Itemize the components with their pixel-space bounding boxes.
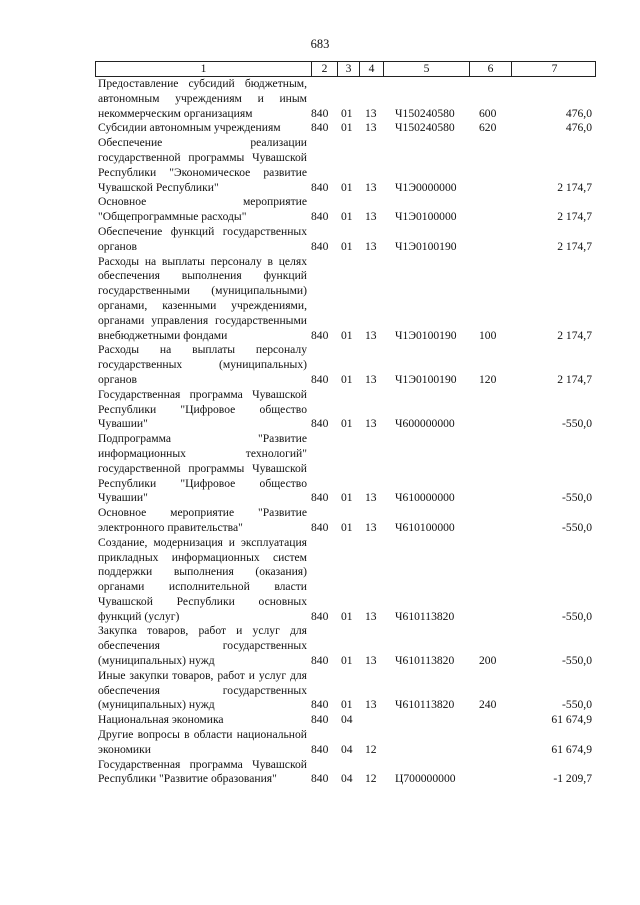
cell-amount: -550,0 bbox=[562, 698, 592, 712]
cell-ministry: 840 bbox=[311, 372, 329, 386]
cell-ministry: 840 bbox=[311, 106, 329, 120]
cell-subsection: 12 bbox=[365, 772, 377, 786]
row-description: Основное мероприятие "Развитие электронного правительства" bbox=[98, 506, 307, 534]
cell-amount: 2 174,7 bbox=[557, 239, 592, 253]
cell-ministry: 840 bbox=[311, 491, 329, 505]
row-description: Расходы на выплаты персоналу в целях обеспечения выполнения функций государственными (муниципальными) органами, казенными учреждениями, органами управления государственными внебюджетными фондами bbox=[98, 254, 307, 342]
cell-section: 01 bbox=[341, 239, 353, 253]
cell-ministry: 840 bbox=[311, 772, 329, 786]
cell-ministry: 840 bbox=[311, 713, 329, 727]
table-row bbox=[95, 758, 596, 788]
cell-subsection: 13 bbox=[365, 121, 377, 135]
cell-target-code: Ч600000000 bbox=[395, 417, 455, 431]
row-description: Государственная программа Чувашской Республики "Развитие образования" bbox=[98, 757, 307, 786]
cell-section: 01 bbox=[341, 106, 353, 120]
table-row bbox=[95, 388, 596, 432]
cell-target-code: Ч610113820 bbox=[395, 698, 455, 712]
cell-subsection: 13 bbox=[365, 654, 377, 668]
cell-amount: -1 209,7 bbox=[553, 772, 592, 786]
cell-target-code: Ч150240580 bbox=[395, 106, 455, 120]
cell-ministry: 840 bbox=[311, 520, 329, 534]
cell-subsection: 13 bbox=[365, 491, 377, 505]
table-row bbox=[95, 255, 596, 344]
row-description: Подпрограмма "Развитие информационных технологий" государственной программы Чувашской Республики "Цифровое общество Чувашии" bbox=[98, 432, 307, 505]
cell-ministry: 840 bbox=[311, 654, 329, 668]
table-row bbox=[95, 432, 596, 506]
cell-section: 01 bbox=[341, 698, 353, 712]
cell-expense-type: 120 bbox=[479, 372, 497, 386]
cell-section: 01 bbox=[341, 180, 353, 194]
page-number: 683 bbox=[310, 37, 330, 51]
table-row bbox=[95, 225, 596, 255]
cell-ministry: 840 bbox=[311, 210, 329, 224]
cell-amount: -550,0 bbox=[562, 491, 592, 505]
cell-section: 01 bbox=[341, 491, 353, 505]
header-col-section: 3 bbox=[338, 62, 360, 76]
table-row bbox=[95, 536, 596, 625]
cell-ministry: 840 bbox=[311, 417, 329, 431]
cell-subsection: 13 bbox=[365, 328, 377, 342]
cell-section: 01 bbox=[341, 328, 353, 342]
cell-section: 01 bbox=[341, 520, 353, 534]
cell-amount: 476,0 bbox=[565, 121, 592, 135]
row-description: Государственная программа Чувашской Республики "Цифровое общество Чувашии" bbox=[98, 387, 307, 431]
table-row bbox=[95, 195, 596, 225]
cell-ministry: 840 bbox=[311, 328, 329, 342]
cell-section: 01 bbox=[341, 417, 353, 431]
cell-section: 01 bbox=[341, 654, 353, 668]
table-row bbox=[95, 77, 596, 121]
row-description: Иные закупки товаров, работ и услуг для обеспечения государственных (муниципальных) нужд bbox=[98, 668, 307, 712]
table-row bbox=[95, 506, 596, 536]
cell-section: 01 bbox=[341, 609, 353, 623]
cell-ministry: 840 bbox=[311, 698, 329, 712]
row-description: Обеспечение функций государственных органов bbox=[98, 224, 307, 253]
cell-ministry: 840 bbox=[311, 180, 329, 194]
cell-target-code: Ч610000000 bbox=[395, 491, 455, 505]
cell-subsection: 12 bbox=[365, 742, 377, 756]
row-description: Субсидии автономным учреждениям bbox=[98, 121, 281, 135]
cell-subsection: 13 bbox=[365, 180, 377, 194]
header-col-expense-type: 6 bbox=[470, 62, 512, 76]
cell-amount: -550,0 bbox=[562, 520, 592, 534]
cell-section: 04 bbox=[341, 742, 353, 756]
row-description: Основное мероприятие "Общепрограммные расходы" bbox=[98, 195, 307, 224]
budget-table bbox=[95, 61, 596, 787]
table-row bbox=[95, 728, 596, 758]
cell-amount: -550,0 bbox=[562, 609, 592, 623]
cell-amount: 61 674,9 bbox=[551, 742, 592, 756]
table-row bbox=[95, 669, 596, 713]
cell-target-code: Ч610113820 bbox=[395, 609, 455, 623]
row-description: Создание, модернизация и эксплуатация прикладных информационных систем поддержки выполнения (оказания) органами исполнительной власти Чувашской Республики основных функций (услуг) bbox=[98, 535, 307, 623]
cell-amount: 61 674,9 bbox=[551, 713, 592, 727]
cell-subsection: 13 bbox=[365, 106, 377, 120]
header-col-ministry: 2 bbox=[312, 62, 338, 76]
row-description: Предоставление субсидий бюджетным, автономным учреждениям и иным некоммерческим организациям bbox=[98, 77, 307, 120]
row-description: Расходы на выплаты персоналу государственных (муниципальных) органов bbox=[98, 343, 307, 386]
cell-amount: 476,0 bbox=[565, 106, 592, 120]
cell-subsection: 13 bbox=[365, 698, 377, 712]
header-col-name: 1 bbox=[96, 62, 312, 76]
row-description: Обеспечение реализации государственной программы Чувашской Республики "Экономическое развитие Чувашской Республики" bbox=[98, 136, 307, 194]
cell-subsection: 13 bbox=[365, 520, 377, 534]
cell-section: 01 bbox=[341, 372, 353, 386]
cell-expense-type: 240 bbox=[479, 698, 497, 712]
cell-ministry: 840 bbox=[311, 742, 329, 756]
header-col-amount: 7 bbox=[551, 62, 558, 75]
cell-section: 01 bbox=[341, 121, 353, 135]
cell-target-code: Ц700000000 bbox=[395, 772, 456, 786]
table-header bbox=[95, 61, 596, 77]
table-row bbox=[95, 121, 596, 136]
table-row bbox=[95, 713, 596, 728]
cell-amount: 2 174,7 bbox=[557, 180, 592, 194]
cell-subsection: 13 bbox=[365, 372, 377, 386]
cell-amount: -550,0 bbox=[562, 417, 592, 431]
row-description: Национальная экономика bbox=[98, 713, 224, 727]
cell-target-code: Ч1Э0100190 bbox=[395, 372, 457, 386]
row-description: Другие вопросы в области национальной экономики bbox=[98, 728, 307, 756]
cell-amount: -550,0 bbox=[562, 654, 592, 668]
cell-ministry: 840 bbox=[311, 239, 329, 253]
cell-ministry: 840 bbox=[311, 121, 329, 135]
cell-target-code: Ч1Э0100190 bbox=[395, 239, 457, 253]
cell-subsection: 13 bbox=[365, 417, 377, 431]
cell-expense-type: 620 bbox=[479, 121, 497, 135]
cell-target-code: Ч150240580 bbox=[395, 121, 455, 135]
table-row bbox=[95, 343, 596, 387]
cell-expense-type: 600 bbox=[479, 106, 497, 120]
cell-amount: 2 174,7 bbox=[557, 328, 592, 342]
header-col-target: 5 bbox=[384, 62, 470, 76]
cell-subsection: 13 bbox=[365, 239, 377, 253]
cell-target-code: Ч1Э0100000 bbox=[395, 210, 457, 224]
cell-amount: 2 174,7 bbox=[557, 210, 592, 224]
cell-amount: 2 174,7 bbox=[557, 372, 592, 386]
cell-target-code: Ч610100000 bbox=[395, 520, 455, 534]
cell-target-code: Ч610113820 bbox=[395, 654, 455, 668]
cell-section: 01 bbox=[341, 210, 353, 224]
cell-expense-type: 100 bbox=[479, 328, 497, 342]
cell-target-code: Ч1Э0100190 bbox=[395, 328, 457, 342]
cell-section: 04 bbox=[341, 713, 353, 727]
cell-subsection: 13 bbox=[365, 609, 377, 623]
cell-expense-type: 200 bbox=[479, 654, 497, 668]
cell-section: 04 bbox=[341, 772, 353, 786]
table-row bbox=[95, 624, 596, 668]
cell-target-code: Ч1Э0000000 bbox=[395, 180, 457, 194]
header-col-subsection: 4 bbox=[360, 62, 384, 76]
cell-ministry: 840 bbox=[311, 609, 329, 623]
table-body bbox=[95, 77, 596, 787]
cell-subsection: 13 bbox=[365, 210, 377, 224]
row-description: Закупка товаров, работ и услуг для обеспечения государственных (муниципальных) нужд bbox=[98, 624, 307, 668]
table-row bbox=[95, 136, 596, 195]
